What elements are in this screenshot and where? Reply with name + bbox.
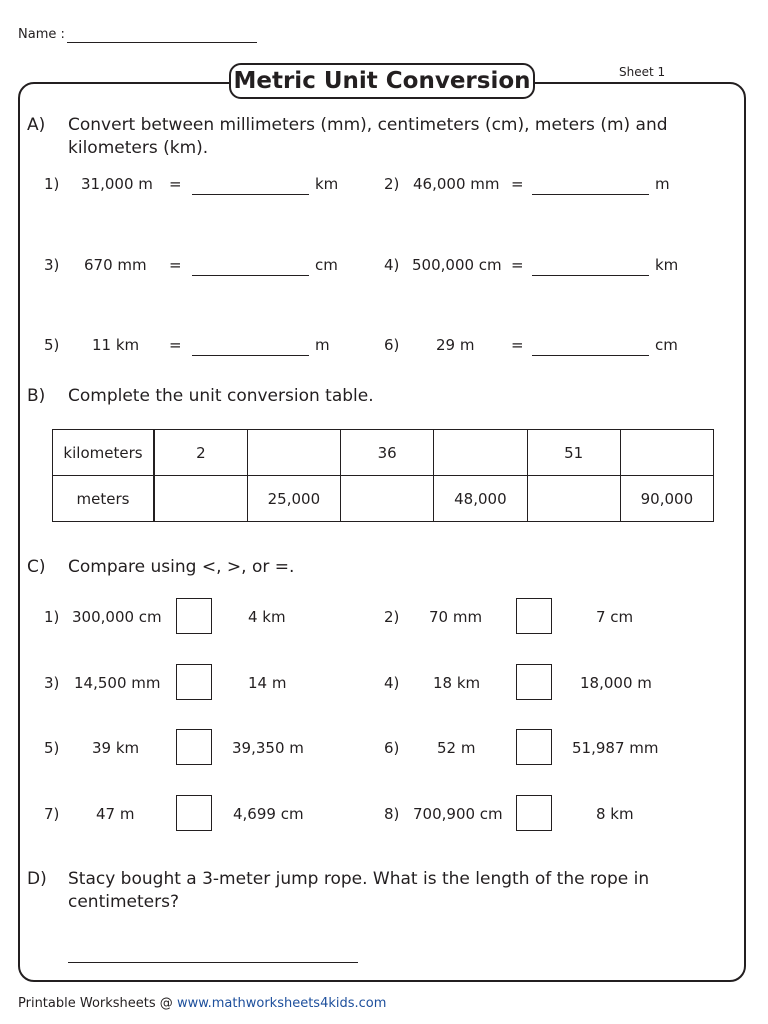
a-answer-line[interactable] xyxy=(192,355,309,356)
c-problem-number: 4) xyxy=(384,674,400,692)
a-equals-sign: = xyxy=(169,175,182,193)
a-answer-line[interactable] xyxy=(192,194,309,195)
c-right-value: 4 km xyxy=(248,608,286,626)
a-answer-line[interactable] xyxy=(532,194,649,195)
a-problem-number: 3) xyxy=(44,256,60,274)
table-cell: 25,000 xyxy=(247,476,340,522)
section-a-letter: A) xyxy=(27,115,46,135)
c-problem-number: 3) xyxy=(44,674,60,692)
a-equals-sign: = xyxy=(511,336,524,354)
a-equals-sign: = xyxy=(169,256,182,274)
compare-box[interactable] xyxy=(176,795,212,831)
page-title: Metric Unit Conversion xyxy=(229,63,535,99)
c-left-value: 70 mm xyxy=(429,608,483,626)
compare-box[interactable] xyxy=(176,664,212,700)
c-left-value: 52 m xyxy=(437,739,476,757)
compare-box[interactable] xyxy=(176,729,212,765)
a-problem-number: 5) xyxy=(44,336,60,354)
c-left-value: 47 m xyxy=(96,805,135,823)
a-problem-number: 1) xyxy=(44,175,60,193)
a-answer-line[interactable] xyxy=(532,275,649,276)
c-right-value: 4,699 cm xyxy=(233,805,304,823)
a-problem-number: 4) xyxy=(384,256,400,274)
table-cell-blank[interactable] xyxy=(620,430,713,476)
worksheet-frame xyxy=(18,82,746,982)
name-label: Name : xyxy=(18,27,65,42)
name-blank-line[interactable] xyxy=(67,42,257,43)
table-row-kilometers xyxy=(53,430,714,476)
a-answer-line[interactable] xyxy=(192,275,309,276)
footer-label: Printable Worksheets @ xyxy=(18,996,177,1011)
c-right-value: 14 m xyxy=(248,674,287,692)
c-left-value: 300,000 cm xyxy=(72,608,162,626)
c-right-value: 7 cm xyxy=(596,608,634,626)
c-problem-number: 8) xyxy=(384,805,400,823)
section-d-question-2: centimeters? xyxy=(68,892,179,912)
table-cell: 2 xyxy=(154,430,247,476)
c-right-value: 18,000 m xyxy=(580,674,652,692)
conversion-table xyxy=(52,429,714,522)
a-given-value: 29 m xyxy=(436,336,475,354)
a-answer-line[interactable] xyxy=(532,355,649,356)
table-cell: 51 xyxy=(527,430,620,476)
section-a-instruction-1: Convert between millimeters (mm), centimeters (cm), meters (m) and xyxy=(68,115,668,135)
a-target-unit: km xyxy=(655,256,679,274)
c-problem-number: 7) xyxy=(44,805,60,823)
compare-box[interactable] xyxy=(516,598,552,634)
a-target-unit: m xyxy=(655,175,670,193)
c-left-value: 14,500 mm xyxy=(74,674,161,692)
c-right-value: 51,987 mm xyxy=(572,739,659,757)
table-cell-blank[interactable] xyxy=(341,476,434,522)
section-b-letter: B) xyxy=(27,386,46,406)
c-left-value: 700,900 cm xyxy=(413,805,503,823)
compare-box[interactable] xyxy=(516,795,552,831)
a-given-value: 11 km xyxy=(92,336,140,354)
sheet-label: Sheet 1 xyxy=(619,65,666,79)
d-answer-line[interactable] xyxy=(68,962,358,963)
table-cell: 90,000 xyxy=(620,476,713,522)
section-c-instruction: Compare using <, >, or =. xyxy=(68,557,295,577)
c-problem-number: 6) xyxy=(384,739,400,757)
table-cell: 36 xyxy=(341,430,434,476)
a-target-unit: m xyxy=(315,336,330,354)
section-c-letter: C) xyxy=(27,557,46,577)
c-right-value: 8 km xyxy=(596,805,634,823)
footer-url-link[interactable]: www.mathworksheets4kids.com xyxy=(176,996,387,1011)
a-equals-sign: = xyxy=(511,175,524,193)
a-given-value: 670 mm xyxy=(84,256,147,274)
c-left-value: 18 km xyxy=(433,674,481,692)
compare-box[interactable] xyxy=(516,664,552,700)
a-target-unit: km xyxy=(315,175,339,193)
section-d-question-1: Stacy bought a 3-meter jump rope. What is the length of the rope in xyxy=(68,869,650,889)
a-target-unit: cm xyxy=(655,336,678,354)
compare-box[interactable] xyxy=(516,729,552,765)
a-given-value: 500,000 cm xyxy=(412,256,502,274)
section-b-instruction: Complete the unit conversion table. xyxy=(68,386,374,406)
c-problem-number: 5) xyxy=(44,739,60,757)
a-equals-sign: = xyxy=(511,256,524,274)
table-cell-blank[interactable] xyxy=(527,476,620,522)
table-cell-blank[interactable] xyxy=(247,430,340,476)
c-problem-number: 1) xyxy=(44,608,60,626)
a-problem-number: 2) xyxy=(384,175,400,193)
a-equals-sign: = xyxy=(169,336,182,354)
c-right-value: 39,350 m xyxy=(232,739,304,757)
a-target-unit: cm xyxy=(315,256,338,274)
c-problem-number: 2) xyxy=(384,608,400,626)
table-row-meters xyxy=(53,476,714,522)
section-a-instruction-2: kilometers (km). xyxy=(68,138,209,158)
table-cell-blank[interactable] xyxy=(434,430,527,476)
c-left-value: 39 km xyxy=(92,739,140,757)
row-label-kilometers: kilometers xyxy=(53,430,155,476)
section-d-letter: D) xyxy=(27,869,47,889)
a-given-value: 46,000 mm xyxy=(413,175,500,193)
row-label-meters: meters xyxy=(53,476,155,522)
a-given-value: 31,000 m xyxy=(81,175,153,193)
footer xyxy=(18,996,386,1011)
table-cell: 48,000 xyxy=(434,476,527,522)
table-cell-blank[interactable] xyxy=(154,476,247,522)
compare-box[interactable] xyxy=(176,598,212,634)
a-problem-number: 6) xyxy=(384,336,400,354)
